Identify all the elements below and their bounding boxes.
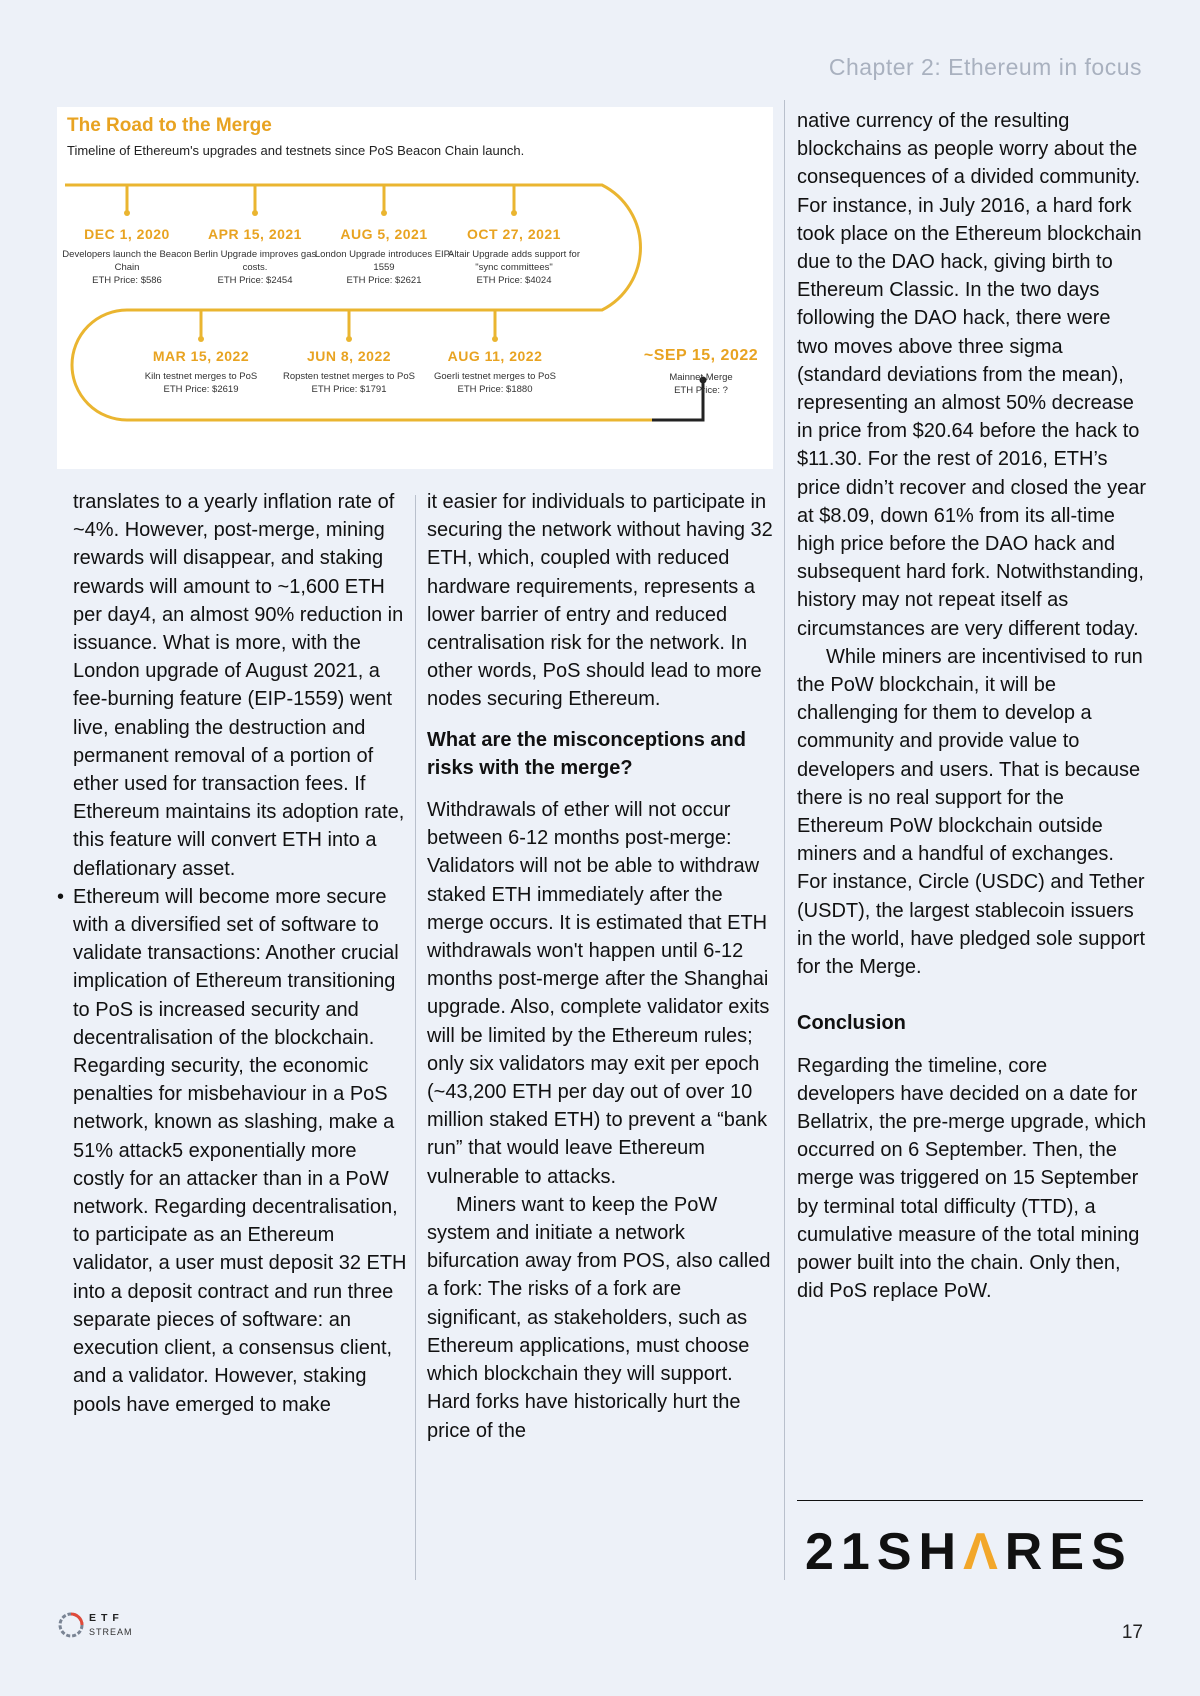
milestone-desc: Berlin Upgrade improves gas costs.	[193, 249, 317, 273]
milestone-aug-2022	[425, 348, 565, 396]
etf-stream-icon	[57, 1611, 85, 1639]
logo-caret: Λ	[963, 1523, 1005, 1581]
paragraph: native currency of the resulting blockchains as people worry about the consequences of a divided community. For instance, in July 2016, a hard fork took place on the Ethereum blockchain due to the DAO hack, giving birth to Ethereum Classic. In the two days following the DAO hack, there were two moves above three sigma (standard deviations from the mean), representing an almost 50% decrease in price from $20.64 before the hack to $11.30. For the rest of 2016, ETH’s price didn’t recover and closed the year at $8.09, down 61% from its all-time high price before the DAO hack and subsequent hard fork. Notwithstanding, history may not repeat itself as circumstances are very different today.	[797, 110, 1147, 640]
milestone-date: JUN 8, 2022	[306, 348, 392, 364]
timeline-path-graphic	[57, 107, 773, 469]
logo-text-right: RES	[1004, 1523, 1133, 1581]
section-heading-risks: What are the misconceptions and risks with the merge?	[427, 728, 746, 779]
paragraph: it easier for individuals to participate in securing the network without having 32 ETH, which, coupled with reduced hardware requirements, represents a lower barrier of entry and reduced centralisation risk for the network. In other words, PoS should lead to more nodes securing Ethereum.	[427, 491, 773, 711]
page-number: 17	[1121, 1622, 1143, 1643]
milestone-date: DEC 1, 2020	[84, 226, 170, 242]
paragraph: Ethereum will become more secure with a diversified set of software to validate transactions: Another crucial implication of Ethereum transitioning to PoS is increased security and decentralisation of the blockchain. Regarding security, the economic penalties for misbehaviour in a PoS network, known as slashing, make a 51% attack5 exponentially more costly for an attacker than in a PoW network. Regarding decentralisation, to participate as an Ethereum validator, a user must deposit 32 ETH into a deposit contract and run three separate pieces of software: an execution client, a consensus client, and a validator. However, staking pools have emerged to make	[73, 885, 407, 1416]
milestone-date: AUG 11, 2022	[447, 348, 543, 364]
milestone-desc: Developers launch the Beacon Chain	[62, 249, 192, 273]
figure-subtitle: Timeline of Ethereum's upgrades and testnets since PoS Beacon Chain launch.	[67, 143, 525, 158]
paragraph: Miners want to keep the PoW system and initiate a network bifurcation away from POS, also called a fork: The risks of a fork are significant, as stakeholders, such as Ethereum applications, must choose which blockchain they will support. Hard forks have historically hurt the price of the	[427, 1193, 771, 1442]
milestone-desc: Altair Upgrade adds support for "sync committees"	[447, 249, 581, 273]
logo-text-left: 21SH	[805, 1523, 964, 1581]
milestone-price: ETH Price: ?	[674, 385, 728, 396]
milestone-price: ETH Price: $2621	[346, 275, 422, 286]
figure-title: The Road to the Merge	[67, 115, 272, 136]
milestone-price: ETH Price: $1791	[311, 384, 387, 395]
bullet-item	[57, 883, 408, 1419]
milestone-date: MAR 15, 2022	[152, 348, 250, 364]
chapter-title: Chapter 2: Ethereum in focus	[828, 54, 1142, 80]
etf-text: ETF	[89, 1612, 124, 1624]
milestone-desc: Kiln testnet merges to PoS	[144, 371, 258, 382]
paragraph: Regarding the timeline, core developers have decided on a date for Bellatrix, the pre-merge upgrade, which occurred on 6 September. Then, the merge was triggered on 15 September by terminal total difficulty (TTD), a cumulative measure of the total mining power built into the chain. Only then, did PoS replace PoW.	[797, 1054, 1147, 1303]
milestone-date: OCT 27, 2021	[467, 226, 561, 242]
milestone-date: ~SEP 15, 2022	[643, 347, 759, 364]
milestone-dec-2020	[57, 226, 197, 287]
milestone-jun-2022	[279, 348, 419, 396]
milestone-price: ETH Price: $2619	[163, 384, 239, 395]
milestone-desc: Mainnet Merge	[669, 372, 733, 383]
milestone-sep-2022	[631, 347, 771, 397]
text-column-1	[57, 488, 408, 1419]
milestone-apr-2021	[185, 226, 325, 287]
milestone-desc: Ropsten testnet merges to PoS	[282, 371, 416, 382]
milestone-desc: London Upgrade introduces EIP-1559	[314, 249, 454, 273]
column-divider-2	[784, 100, 785, 1580]
milestone-price: ETH Price: $2454	[217, 275, 293, 286]
timeline-figure	[57, 107, 773, 469]
paragraph: translates to a yearly inflation rate of ~4%. However, post-merge, mining rewards will disappear, and staking rewards will amount to ~1,600 ETH per day4, an almost 90% reduction in issuance. What is more, with the London upgrade of August 2021, a fee-burning feature (EIP-1559) went live, enabling the destruction and permanent removal of a portion of ether used for transaction fees. If Ethereum maintains its adoption rate, this feature will convert ETH into a deflationary asset.	[73, 491, 405, 880]
milestone-mar-2022	[131, 348, 271, 396]
stream-text: STREAM	[89, 1627, 133, 1637]
text-column-2	[427, 488, 777, 1445]
milestone-price: ETH Price: $586	[92, 275, 162, 286]
column-divider-1	[415, 495, 416, 1580]
milestone-price: ETH Price: $1880	[457, 384, 533, 395]
bullet-marker: •	[57, 885, 65, 908]
milestone-date: APR 15, 2021	[208, 226, 302, 242]
logo-divider	[797, 1500, 1143, 1501]
paragraph: Withdrawals of ether will not occur between 6-12 months post-merge: Validators will not be able to withdraw staked ETH immediately after the merge occurs. It is estimated that ETH withdrawals won't happen until 6-12 months post-merge after the Shanghai upgrade. Also, complete validator exits will be limited by the Ethereum rules; only six validators may exit per epoch (~43,200 ETH per day out of over 10 million staked ETH) to prevent a “bank run” that would leave Ethereum vulnerable to attacks.	[427, 799, 770, 1188]
milestone-aug-2021	[314, 226, 454, 287]
milestone-desc: Goerli testnet merges to PoS	[434, 371, 556, 382]
paragraph: While miners are incentivised to run the PoW blockchain, it will be challenging for them to develop a community and provide value to developers and users. That is because there is no real support for the Ethereum PoW blockchain outside miners and a handful of exchanges. For instance, Circle (USDC) and Tether (USDT), the largest stablecoin issuers in the world, have pledged sole support for the Merge.	[797, 645, 1146, 979]
21shares-logo	[805, 1522, 1133, 1582]
section-heading-conclusion: Conclusion	[797, 1012, 906, 1035]
text-column-3	[797, 107, 1147, 1305]
milestone-date: AUG 5, 2021	[340, 226, 428, 242]
milestone-oct-2021	[444, 226, 584, 287]
milestone-price: ETH Price: $4024	[476, 275, 552, 286]
etf-stream-logo	[57, 1611, 157, 1641]
